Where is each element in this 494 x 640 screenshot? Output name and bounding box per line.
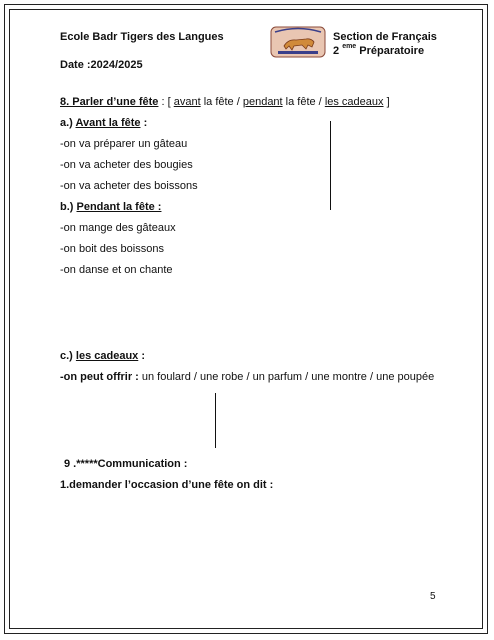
grade-number: 2 [333, 45, 340, 57]
margin-line [330, 121, 331, 210]
section-c-title: les cadeaux [75, 350, 139, 362]
section-b-item: -on boit des boissons [60, 243, 164, 255]
gift-items: un foulard / une robe / un parfum / une montre / une poupée [138, 371, 435, 383]
topic-sep-2: la fête / [282, 96, 325, 108]
gift-label: -on peut offrir : [60, 371, 139, 383]
communication-heading: 9 .*****Communication : [64, 458, 188, 470]
section-c-prefix: c.) [60, 350, 76, 362]
topic-close: ] [383, 96, 390, 108]
school-year: Date :2024/2025 [60, 59, 143, 71]
section-b-heading [60, 201, 161, 214]
section-a-item: -on va préparer un gâteau [60, 138, 188, 150]
section-c-heading [60, 350, 145, 363]
school-name: Ecole Badr Tigers des Langues [60, 31, 224, 43]
page-number: 5 [430, 591, 436, 602]
topic-label: 8. Parler d’une fête [60, 96, 159, 108]
topic-option-pendant: pendant [242, 96, 283, 108]
section-a-prefix: a.) [60, 117, 76, 129]
section-name: Section de Français [333, 31, 437, 43]
section-b-title: Pendant la fête : [76, 201, 162, 213]
topic-line [60, 96, 390, 109]
topic-option-avant: avant [173, 96, 201, 108]
section-c-suffix: : [138, 350, 146, 362]
school-logo [270, 26, 326, 58]
section-a-suffix: : [140, 117, 148, 129]
topic-option-cadeaux: les cadeaux [324, 96, 384, 108]
grade-superscript: eme [342, 43, 357, 51]
section-a-item: -on va acheter des bougies [60, 159, 193, 171]
section-a-title: Avant la fête [75, 117, 141, 129]
margin-line [215, 393, 216, 448]
section-b-item: -on mange des gâteaux [60, 222, 176, 234]
topic-sep-1: la fête / [200, 96, 243, 108]
section-b-prefix: b.) [60, 201, 77, 213]
gift-line [60, 371, 434, 384]
communication-question: 1.demander l’occasion d’une fête on dit : [60, 479, 274, 491]
section-b-item: -on danse et on chante [60, 264, 173, 276]
grade-level [333, 45, 424, 58]
section-a-item: -on va acheter des boissons [60, 180, 198, 192]
topic-colon: : [ [158, 96, 174, 108]
section-a-heading [60, 117, 147, 130]
grade-word: Préparatoire [359, 45, 425, 57]
